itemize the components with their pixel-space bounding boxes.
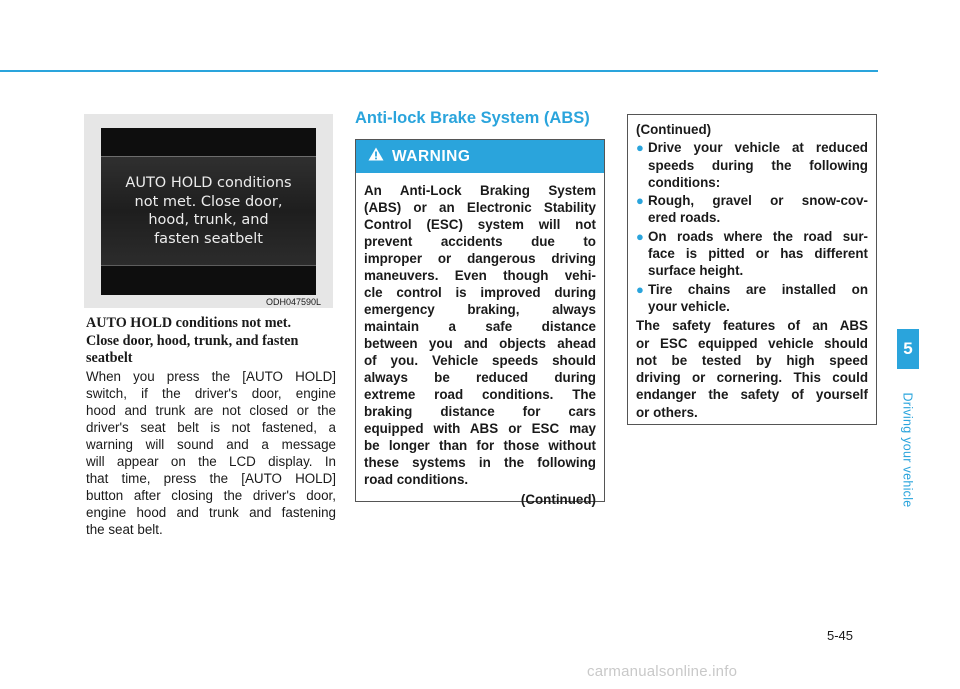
body-line: switch, if the driver's door, engine [86,386,336,401]
list-item: ● Rough, gravel or snow-cov- ered roads. [636,193,868,226]
lcd-line: fasten seatbelt [154,230,263,247]
body-line: that time, press the [AUTO HOLD] [86,471,336,486]
chapter-number-tab: 5 [897,329,919,369]
body-line: driver's seat belt is not fastened, a [86,420,336,435]
lcd-message [101,174,316,248]
message-heading: AUTO HOLD conditions not met. Close door, hood, trunk, and fasten seatbelt [86,315,299,366]
body-line: the seat belt. [86,522,163,537]
footer-watermark: carmanualsonline.info [587,663,738,680]
body-line: button after closing the driver's door, [86,488,336,503]
warning-text: An Anti-Lock Braking System (ABS) or an Electronic Stability Control (ESC) system will not prevent accidents due to improper or dangerous driving maneuvers. Even though vehi- cle control is improved during emergency braking, always maintain a safe distance between you and objects ahead of you. Vehicle speeds should always be reduced during extreme road conditions. The braking distance for cars equipped with ABS or ESC may be longer than for those without these systems in the following road conditions. (Continued) [364,183,596,507]
warning-triangle-icon [368,147,384,166]
continued-label: (Continued) [520,492,596,507]
page-number: 5-45 [827,628,854,643]
continued-title: (Continued) [636,122,712,137]
bullet-dot-icon: ● [636,140,644,156]
bullet-dot-icon: ● [636,281,644,297]
bullet-dot-icon: ● [636,193,644,209]
image-code: ODH047590L [266,297,322,307]
body-line: hood and trunk are not closed or the [86,403,336,418]
body-line: will appear on the LCD display. In [86,454,336,469]
warning-box [355,139,605,507]
bullet-dot-icon: ● [636,228,644,244]
body-paragraph [86,368,336,538]
warning-label: WARNING [392,147,471,165]
continued-warning-box [627,114,877,425]
list-item: ● Drive your vehicle at reduced speeds during the following conditions: [636,140,868,190]
lcd-display [101,128,316,295]
body-line: When you press the [AUTO HOLD] [86,369,336,384]
body-line: engine hood and trunk and fastening [86,505,336,520]
continued-warning-text [636,121,868,421]
list-item: ● On roads where the road sur- face is pitted or has different surface height. [636,228,868,279]
warning-header [356,140,604,173]
lcd-line: hood, trunk, and [148,212,269,228]
chapter-title [897,392,919,508]
lcd-line: AUTO HOLD conditions [125,175,292,191]
lcd-photo [84,114,333,308]
list-item: ● Tire chains are installed on your vehicle. [636,281,868,314]
chapter-title-text: Driving your vehicle [901,392,916,508]
body-line: warning will sound and a message [86,437,336,452]
section-title: Anti-lock Brake System (ABS) [355,109,590,127]
header-rule [0,70,878,72]
lcd-line: not met. Close door, [134,193,283,210]
closing-paragraph: The safety features of an ABS or ESC equipped vehicle should not be tested by high speed driving or cornering. This could endanger the safety of yourself or others. [636,318,868,420]
